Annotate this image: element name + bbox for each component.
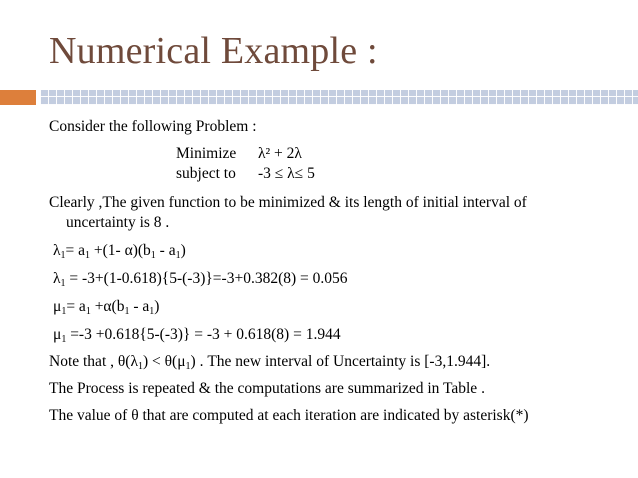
intro-text: Consider the following Problem :: [49, 118, 257, 135]
mu1-formula: $\mu_1= a_1 +\alpha(b_1 - a_1)$: [53, 298, 160, 317]
mu-symbol: μ: [53, 298, 62, 315]
value-text: The value of θ that are computed at each iteration are indicated by asterisk(*): [49, 407, 529, 424]
subject-expression: -3 ≤ λ≤ 5: [258, 165, 315, 182]
slide-title: Numerical Example :: [49, 30, 378, 72]
process-text: The Process is repeated & the computations are summarized in Table .: [49, 380, 485, 397]
clearly-text-line1: Clearly ,The given function to be minimized & its length of initial interval of: [49, 194, 527, 211]
minimize-label: Minimize: [176, 145, 237, 162]
lambda1-formula: $\lambda_1= a_1 +(1-$ $\alpha)(b_1 - a_1)$: [53, 242, 186, 261]
subject-label: subject to: [176, 165, 236, 182]
mu1-computation: $\mu_1 =-3 +0.618\{5-(-3)\} = -3 + 0.618(8) = 1.944$: [53, 326, 341, 345]
pattern-bar: [40, 90, 638, 105]
accent-bar: [0, 90, 36, 105]
lambda1-computation: $\lambda_1 = -3+(1-0.618)\{5-(-3)\}=-3+0.382(8) = 0.056$: [53, 270, 348, 289]
minimize-expression: λ² + 2λ: [258, 145, 302, 162]
lambda-symbol: λ: [53, 242, 61, 259]
clearly-text-line2: uncertainty is 8 .: [66, 214, 170, 231]
note-text: Note that , $\theta(\lambda_1) < \theta(\mu_1)$ . The new interval of Uncertainty is [-3,1.944].: [49, 353, 491, 372]
